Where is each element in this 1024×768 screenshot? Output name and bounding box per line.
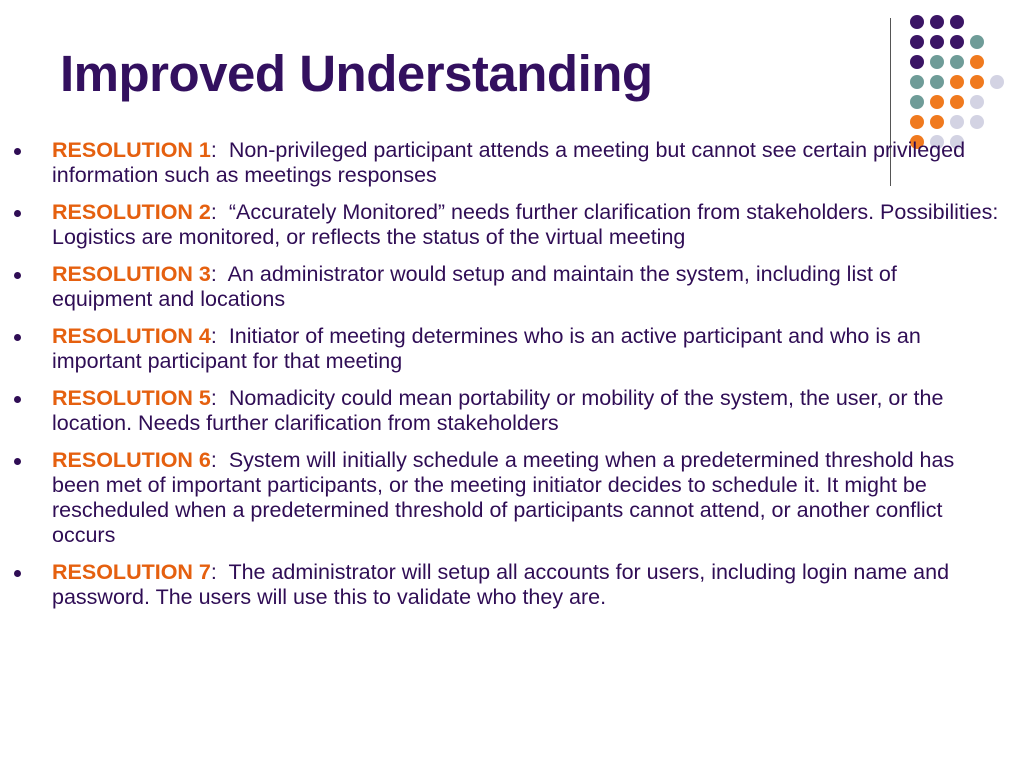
resolution-item-5 [14, 386, 999, 436]
resolution-item-4 [14, 324, 999, 374]
bullet-icon [14, 272, 21, 279]
resolution-separator: : [210, 138, 229, 162]
resolution-item-1 [14, 138, 999, 188]
decorative-dot [950, 55, 964, 69]
decorative-dot [970, 55, 984, 69]
decorative-dot [930, 15, 944, 29]
resolution-separator: : [210, 448, 229, 472]
resolution-text: “Accurately Monitored” needs further clarification from stakeholders. Possibilities: Logistics are monitored, or reflects the status of the virtual meeting [52, 200, 999, 249]
resolution-item-3 [14, 262, 999, 312]
decorative-dot [950, 75, 964, 89]
resolution-text: System will initially schedule a meeting when a predetermined threshold has been met of important participants, or the meeting initiator decides to schedule it. It might be rescheduled when a predetermined threshold of participants cannot attend, or another conflict occurs [52, 448, 955, 547]
resolution-label: RESOLUTION 4 [52, 324, 211, 348]
resolution-text: Non-privileged participant attends a meeting but cannot see certain privileged information such as meetings responses [52, 138, 966, 187]
resolution-label: RESOLUTION 6 [52, 448, 211, 472]
resolution-list [14, 138, 999, 622]
bullet-icon [14, 570, 21, 577]
resolution-text: Nomadicity could mean portability or mobility of the system, the user, or the location. Needs further clarification from stakeholders [52, 386, 944, 435]
resolution-label: RESOLUTION 1 [52, 138, 211, 162]
decorative-dot [910, 55, 924, 69]
decorative-dot [910, 95, 924, 109]
bullet-icon [14, 458, 21, 465]
decorative-dot [950, 15, 964, 29]
decorative-dot [910, 15, 924, 29]
resolution-text: An administrator would setup and maintain the system, including list of equipment and locations [52, 262, 897, 311]
bullet-icon [14, 148, 21, 155]
resolution-label: RESOLUTION 5 [52, 386, 211, 410]
decorative-dot [970, 115, 984, 129]
decorative-dot [930, 115, 944, 129]
resolution-separator: : [210, 262, 228, 286]
decorative-dot [930, 75, 944, 89]
resolution-item-7 [14, 560, 999, 610]
slide-title: Improved Understanding [60, 45, 653, 102]
decorative-dot [930, 35, 944, 49]
resolution-text: The administrator will setup all accounts for users, including login name and password. The users will use this to validate who they are. [52, 560, 950, 609]
resolution-separator: : [210, 386, 229, 410]
decorative-dot [950, 95, 964, 109]
bullet-icon [14, 210, 21, 217]
resolution-text: Initiator of meeting determines who is an active participant and who is an important participant for that meeting [52, 324, 921, 373]
decorative-dot [930, 55, 944, 69]
decorative-dot [990, 75, 1004, 89]
decorative-dot [910, 115, 924, 129]
resolution-separator: : [210, 324, 229, 348]
decorative-dot [950, 35, 964, 49]
resolution-item-6 [14, 448, 999, 548]
resolution-label: RESOLUTION 3 [52, 262, 211, 286]
decorative-dot [970, 75, 984, 89]
resolution-separator: : [210, 560, 229, 584]
resolution-label: RESOLUTION 2 [52, 200, 211, 224]
decorative-dot [910, 35, 924, 49]
decorative-dot [950, 115, 964, 129]
resolution-label: RESOLUTION 7 [52, 560, 211, 584]
bullet-icon [14, 334, 21, 341]
decorative-dot [970, 35, 984, 49]
decorative-dot [970, 95, 984, 109]
decorative-dot [930, 95, 944, 109]
resolution-separator: : [210, 200, 229, 224]
decorative-dot [910, 75, 924, 89]
resolution-item-2 [14, 200, 999, 250]
bullet-icon [14, 396, 21, 403]
